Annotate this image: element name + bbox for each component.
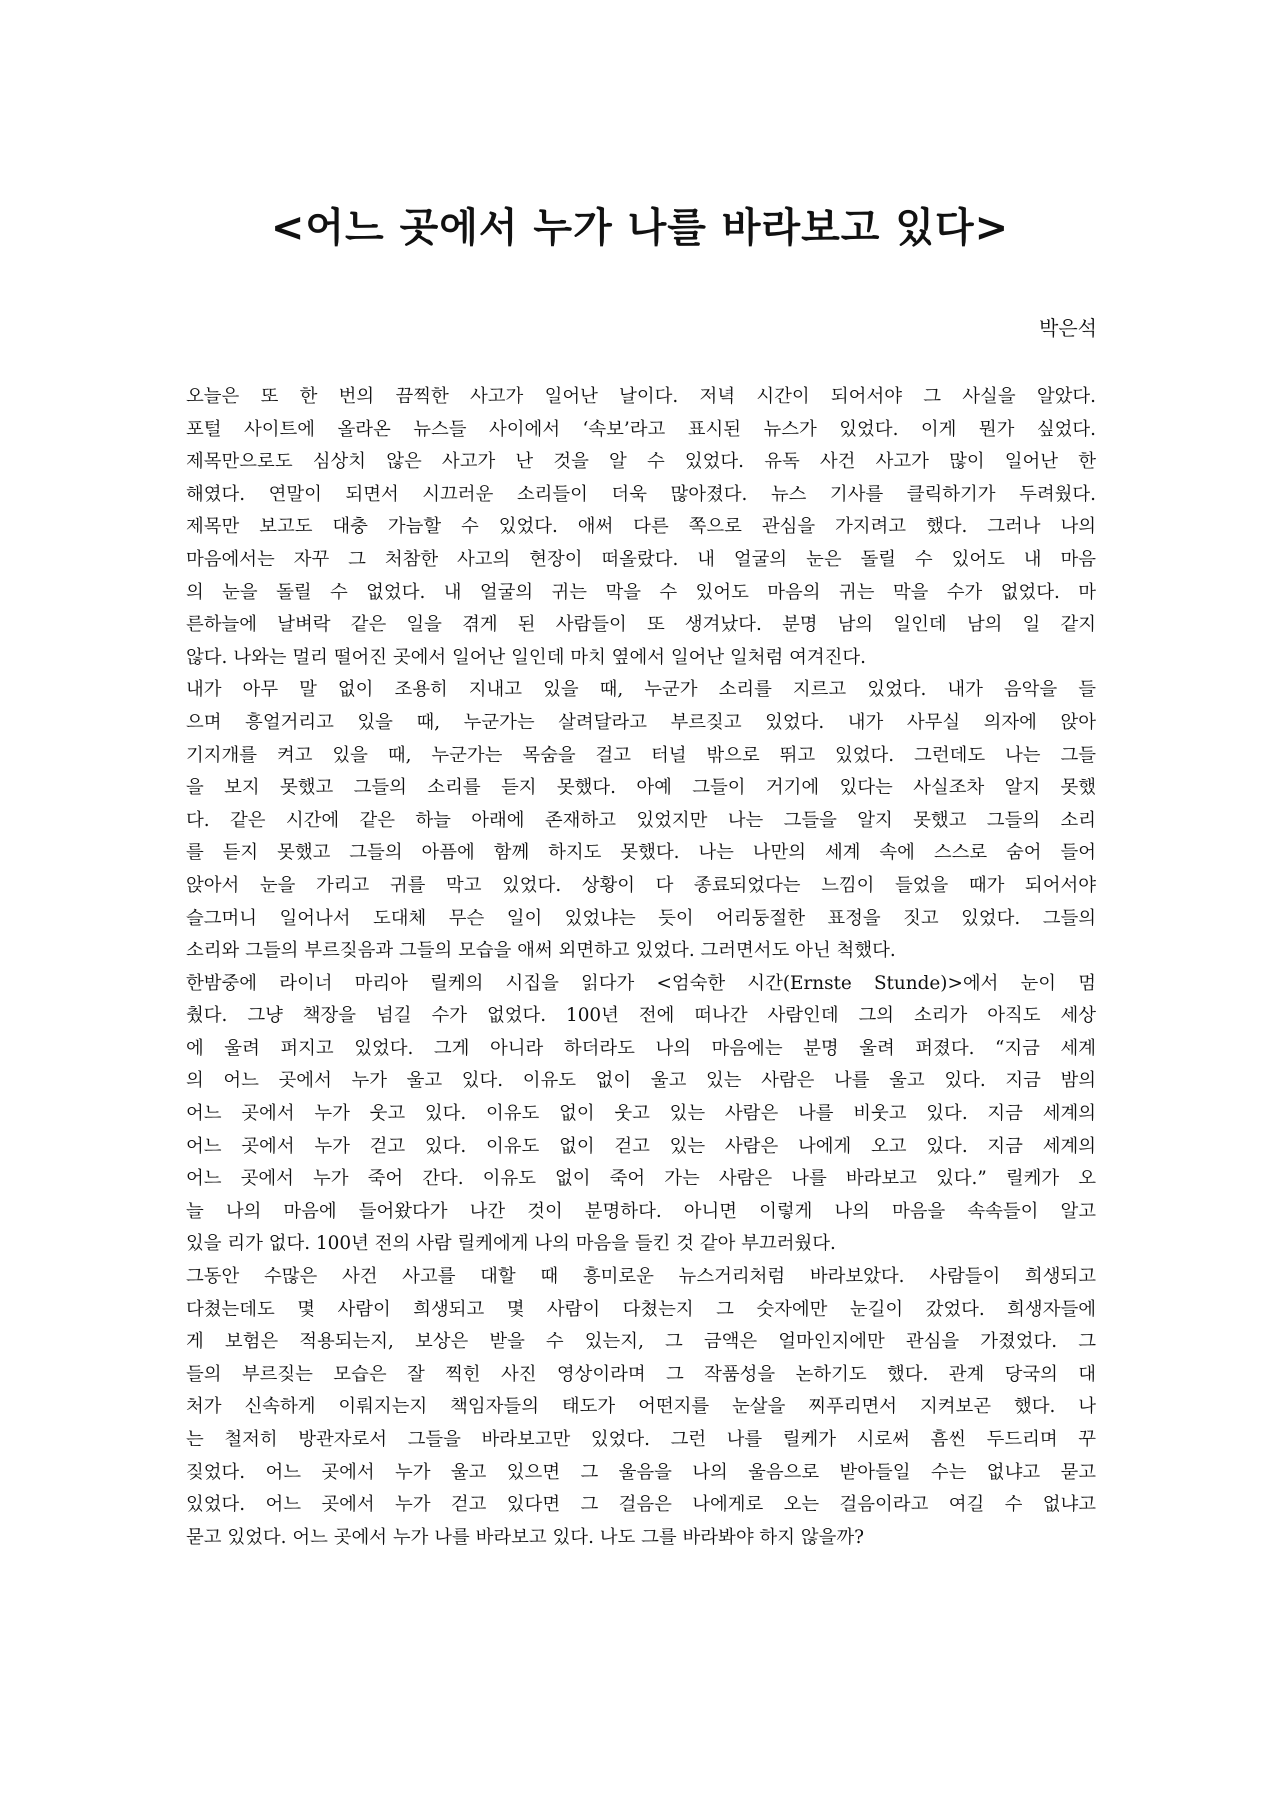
- text-line: 늘 나의 마음에 들어왔다가 나간 것이 분명하다. 아니면 이렇게 나의 마음을 속속들이 알고: [186, 1200, 1096, 1222]
- text-line: 제목만 보고도 대충 가늠할 수 있었다. 애써 다른 쪽으로 관심을 가지려고 했다. 그러나 나의: [186, 516, 1096, 538]
- text-line: 췄다. 그냥 책장을 넘길 수가 없었다. 100년 전에 떠나간 사람인데 그의 소리가 아직도 세상: [186, 1005, 1096, 1027]
- text-line: 어느 곳에서 누가 죽어 간다. 이유도 없이 죽어 가는 사람은 나를 바라보고 있다.” 릴케가 오: [186, 1168, 1096, 1190]
- text-line: 에 울려 퍼지고 있었다. 그게 아니라 하더라도 나의 마음에는 분명 울려 퍼졌다. “지금 세계: [186, 1037, 1096, 1059]
- text-line: 묻고 있었다. 어느 곳에서 누가 나를 바라보고 있다. 나도 그를 바라봐야 하지 않을까?: [186, 1526, 864, 1548]
- text-line: 소리와 그들의 부르짖음과 그들의 모습을 애써 외면하고 있었다. 그러면서도 아닌 척했다.: [186, 940, 896, 962]
- text-line: 들의 부르짖는 모습은 잘 찍힌 사진 영상이라며 그 작품성을 논하기도 했다. 관계 당국의 대: [186, 1363, 1096, 1385]
- text-line: 내가 아무 말 없이 조용히 지내고 있을 때, 누군가 소리를 지르고 있었다. 내가 음악을 들: [186, 679, 1096, 701]
- text-line: 다쳤는데도 몇 사람이 희생되고 몇 사람이 다쳤는지 그 숫자에만 눈길이 갔었다. 희생자들에: [186, 1298, 1096, 1320]
- text-line: 오늘은 또 한 번의 끔찍한 사고가 일어난 날이다. 저녁 시간이 되어서야 그 사실을 알았다.: [186, 386, 1096, 407]
- text-line: 해였다. 연말이 되면서 시끄러운 소리들이 더욱 많아졌다. 뉴스 기사를 클릭하기가 두려웠다.: [186, 483, 1096, 505]
- paragraph-2: [186, 674, 1096, 967]
- text-line: 않다. 나와는 멀리 떨어진 곳에서 일어난 일인데 마치 옆에서 일어난 일처럼 여겨진다.: [186, 646, 867, 668]
- text-line: 슬그머니 일어나서 도대체 무슨 일이 있었냐는 듯이 어리둥절한 표정을 짓고 있었다. 그들의: [186, 907, 1096, 929]
- text-line: 으며 흥얼거리고 있을 때, 누군가는 살려달라고 부르짖고 있었다. 내가 사무실 의자에 앉아: [186, 711, 1096, 733]
- document-title: <어느 곳에서 누가 나를 바라보고 있다>: [270, 205, 1010, 251]
- text-line: 기지개를 켜고 있을 때, 누군가는 목숨을 걸고 터널 밖으로 뛰고 있었다. 그런데도 나는 그들: [186, 744, 1096, 766]
- text-line: 짖었다. 어느 곳에서 누가 울고 있으면 그 울음을 나의 울음으로 받아들일 수는 없냐고 묻고: [186, 1461, 1096, 1483]
- author-name: 박은석: [1039, 316, 1097, 340]
- text-line: 어느 곳에서 누가 웃고 있다. 이유도 없이 웃고 있는 사람은 나를 비웃고 있다. 지금 세계의: [186, 1103, 1096, 1125]
- text-line: 있을 리가 없다. 100년 전의 사람 릴케에게 나의 마음을 들킨 것 같아 부끄러웠다.: [186, 1233, 836, 1255]
- text-line: 의 눈을 돌릴 수 없었다. 내 얼굴의 귀는 막을 수 있어도 마음의 귀는 막을 수가 없었다. 마: [186, 581, 1096, 603]
- text-line: 한밤중에 라이너 마리아 릴케의 시집을 읽다가 <엄숙한 시간(Ernste Stunde)>에서 눈이 멈: [186, 972, 1096, 994]
- text-line: 의 어느 곳에서 누가 울고 있다. 이유도 없이 울고 있는 사람은 나를 울고 있다. 지금 밤의: [186, 1070, 1096, 1092]
- text-line: 다. 같은 시간에 같은 하늘 아래에 존재하고 있었지만 나는 그들을 알지 못했고 그들의 소리: [186, 809, 1096, 831]
- text-line: 앉아서 눈을 가리고 귀를 막고 있었다. 상황이 다 종료되었다는 느낌이 들었을 때가 되어서야: [186, 874, 1096, 896]
- paragraph-3: [186, 968, 1096, 1261]
- text-line: 른하늘에 날벼락 같은 일을 겪게 된 사람들이 또 생겨났다. 분명 남의 일인데 남의 일 같지: [186, 614, 1096, 636]
- text-line: 포털 사이트에 올라온 뉴스들 사이에서 ‘속보’라고 표시된 뉴스가 있었다. 이게 뭔가 싶었다.: [186, 418, 1096, 440]
- text-line: 처가 신속하게 이뤄지는지 책임자들의 태도가 어떤지를 눈살을 찌푸리면서 지켜보곤 했다. 나: [186, 1396, 1096, 1418]
- text-line: 마음에서는 자꾸 그 처참한 사고의 현장이 떠올랐다. 내 얼굴의 눈은 돌릴 수 있어도 내 마음: [186, 548, 1096, 570]
- text-line: 는 철저히 방관자로서 그들을 바라보고만 있었다. 그런 나를 릴케가 시로써 흠씬 두드리며 꾸: [186, 1429, 1096, 1450]
- text-line: 을 보지 못했고 그들의 소리를 듣지 못했다. 아예 그들이 거기에 있다는 사실조차 알지 못했: [186, 777, 1096, 799]
- paragraph-1: [186, 381, 1096, 674]
- essay-body: [186, 381, 1096, 1554]
- text-line: 그동안 수많은 사건 사고를 대할 때 흥미로운 뉴스거리처럼 바라보았다. 사람들이 희생되고: [186, 1266, 1096, 1288]
- text-line: 있었다. 어느 곳에서 누가 걷고 있다면 그 걸음은 나에게로 오는 걸음이라고 여길 수 없냐고: [186, 1494, 1096, 1516]
- text-line: 게 보험은 적용되는지, 보상은 받을 수 있는지, 그 금액은 얼마인지에만 관심을 가졌었다. 그: [186, 1331, 1096, 1353]
- text-line: 제목만으로도 심상치 않은 사고가 난 것을 알 수 있었다. 유독 사건 사고가 많이 일어난 한: [186, 451, 1096, 473]
- paragraph-4: [186, 1261, 1096, 1554]
- text-line: 를 듣지 못했고 그들의 아픔에 함께 하지도 못했다. 나는 나만의 세계 속에 스스로 숨어 들어: [186, 842, 1096, 864]
- text-line: 어느 곳에서 누가 걷고 있다. 이유도 없이 걷고 있는 사람은 나에게 오고 있다. 지금 세계의: [186, 1135, 1096, 1157]
